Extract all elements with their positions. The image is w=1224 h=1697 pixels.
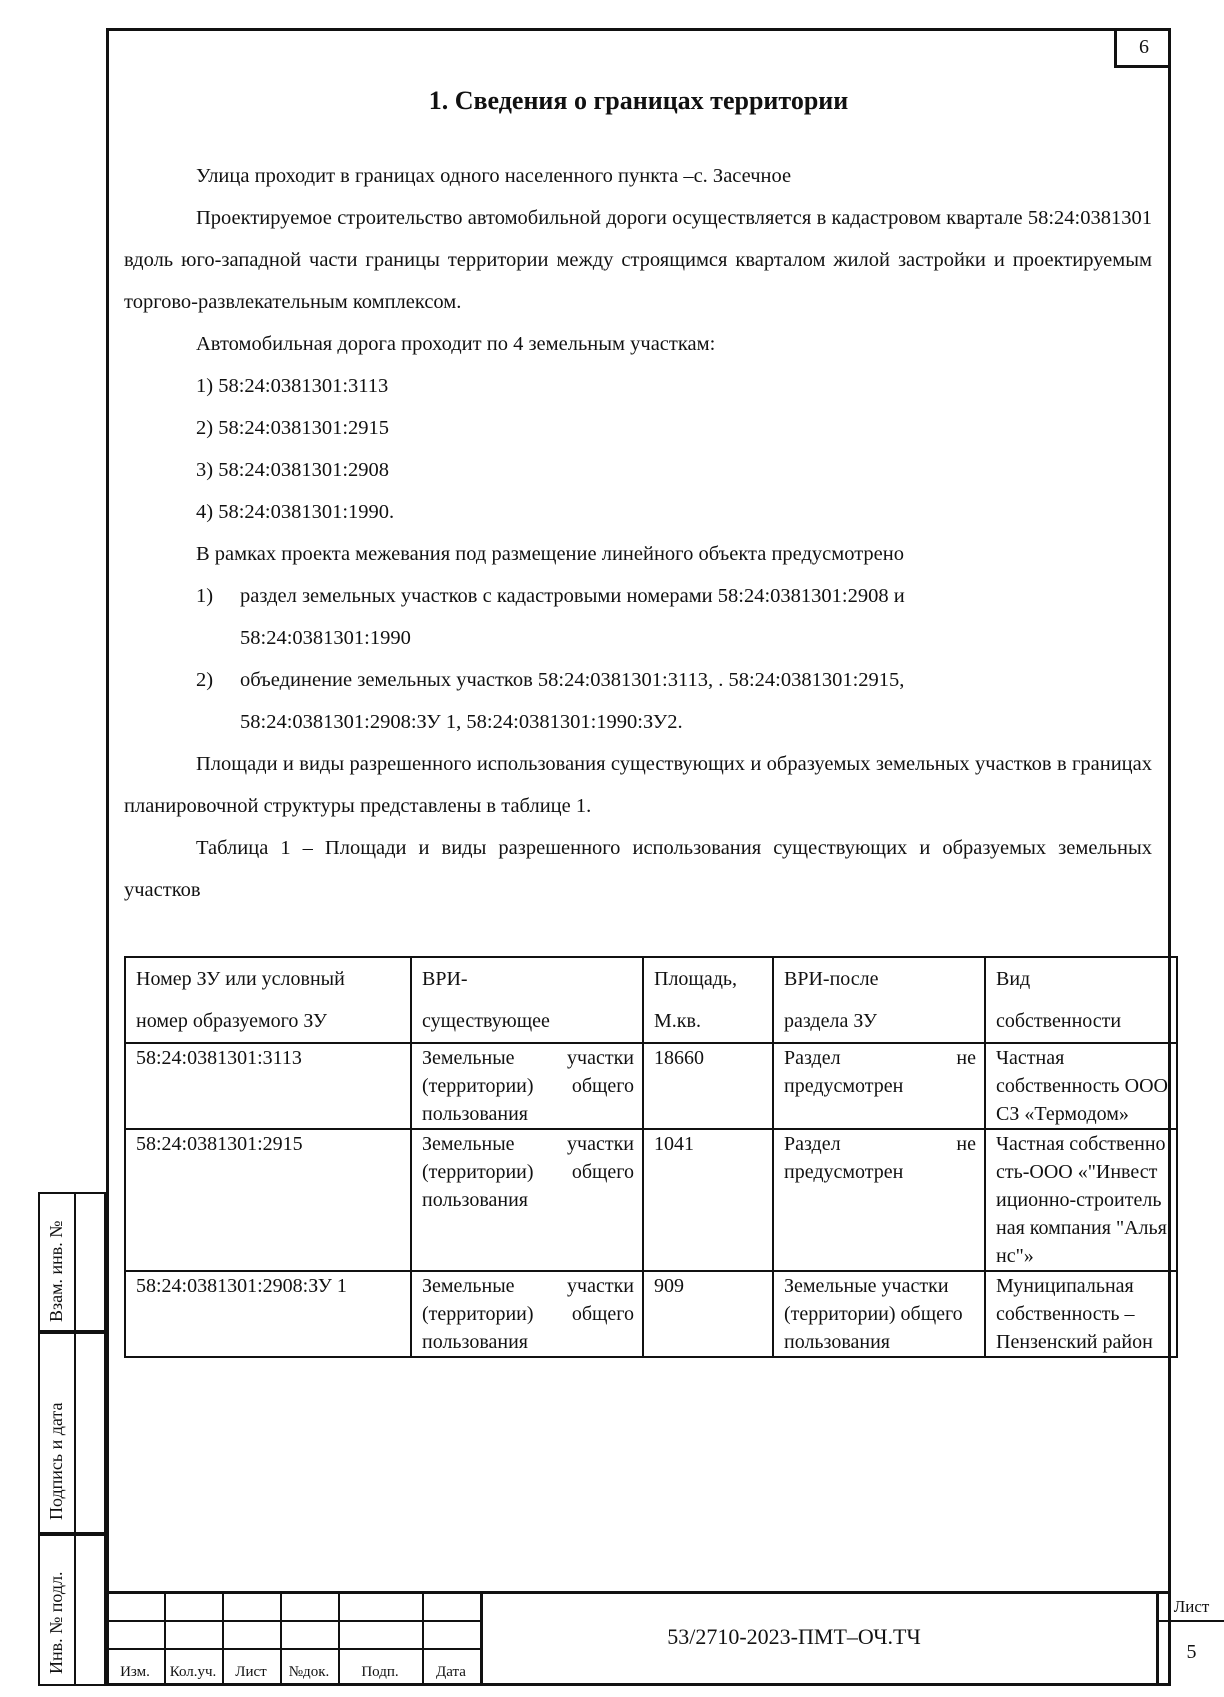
- cell-ownership: Частная собственность-ООО «"Инвестиционно-строительная компания "Альянс"»: [985, 1129, 1177, 1271]
- revision-grid: [106, 1594, 480, 1683]
- margin-divider: [74, 1536, 76, 1684]
- cell-vri-existing: Земельные участки (территории) общего пользования: [411, 1271, 643, 1357]
- paragraph-street: Улица проходит в границах одного населенного пункта –с. Засечное: [196, 165, 792, 187]
- paragraph-construction: Проектируемое строительство автомобильной дороги осуществляется в кадастровом квартале 58:24:0381301 вдоль юго-западной части границы территории между строящимся кварталом жилой застройки и проектируемым торгово-развлекательным комплексом.: [124, 207, 1152, 313]
- cell-area: 18660: [643, 1043, 773, 1129]
- document-code: 53/2710-2023-ПМТ–ОЧ.ТЧ: [480, 1594, 1105, 1683]
- label-data: Дата: [436, 1664, 466, 1680]
- header-cell: ВРИ- существующее: [411, 957, 643, 1043]
- header-cell: ВРИ-после раздела ЗУ: [773, 957, 985, 1043]
- cell-vri-existing: Земельные участки (территории) общего пользования: [411, 1043, 643, 1129]
- cell-vri-after: Земельные участки (территории) общего пользования: [773, 1271, 985, 1357]
- cell-vri-after: Раздел не предусмотрен: [773, 1129, 985, 1271]
- action-list-item: [124, 575, 1152, 659]
- action-text-line: 58:24:0381301:2908:ЗУ 1, 58:24:0381301:1990:ЗУ2.: [240, 711, 683, 733]
- title-block: [106, 1591, 1210, 1686]
- action-number: 1): [196, 585, 214, 607]
- paragraph-table-reference: Площади и виды разрешенного использования существующих и образуемых земельных участков в границах планировочной структуры представлены в таблице 1.: [124, 753, 1152, 817]
- sheet-box: [1156, 1594, 1224, 1683]
- label-podp: Подп.: [361, 1664, 399, 1680]
- margin-box-vzam: [38, 1192, 106, 1332]
- label-ndok: №док.: [288, 1664, 330, 1680]
- sheet-label: Лист: [1159, 1594, 1224, 1622]
- cell-area: 1041: [643, 1129, 773, 1271]
- header-cell: Вид собственности: [985, 957, 1177, 1043]
- cell-ownership: Муниципальная собственность – Пензенский район: [985, 1271, 1177, 1357]
- table-row: [125, 1043, 1177, 1129]
- paragraph-project-scope: В рамках проекта межевания под размещение линейного объекта предусмотрено: [196, 543, 905, 565]
- plot-list-item: 4) 58:24:0381301:1990.: [196, 501, 395, 523]
- table-caption: Таблица 1 – Площади и виды разрешенного использования существующих и образуемых земельных участков: [124, 837, 1152, 901]
- label-izm: Изм.: [120, 1664, 150, 1680]
- cell-vri-existing: Земельные участки (территории) общего пользования: [411, 1129, 643, 1271]
- section-title: 1. Сведения о границах территории: [428, 86, 849, 115]
- action-number: 2): [196, 669, 214, 691]
- action-text-line: 58:24:0381301:1990: [240, 627, 411, 649]
- cell-plot-number: 58:24:0381301:2915: [125, 1129, 411, 1271]
- paragraph-road-plots: Автомобильная дорога проходит по 4 земельным участкам:: [196, 333, 716, 355]
- cell-ownership: Частная собственность ООО СЗ «Термодом»: [985, 1043, 1177, 1129]
- cell-plot-number: 58:24:0381301:3113: [125, 1043, 411, 1129]
- header-cell: Площадь, М.кв.: [643, 957, 773, 1043]
- top-page-number: 6: [1114, 28, 1171, 68]
- cell-plot-number: 58:24:0381301:2908:ЗУ 1: [125, 1271, 411, 1357]
- document-body: [124, 155, 1152, 911]
- plot-list-item: 1) 58:24:0381301:3113: [196, 375, 389, 397]
- plot-list-item: 3) 58:24:0381301:2908: [196, 459, 390, 481]
- margin-box-podpis: [38, 1332, 106, 1534]
- label-kol-uch: Кол.уч.: [169, 1664, 217, 1680]
- table-row: [125, 1129, 1177, 1271]
- margin-label-vzam: Взам. инв. №: [46, 1220, 66, 1322]
- margin-divider: [74, 1334, 76, 1532]
- action-text: [240, 659, 1152, 743]
- action-text-line: объединение земельных участков 58:24:0381301:3113, . 58:24:0381301:2915,: [240, 669, 905, 691]
- table-header-row: [125, 957, 1177, 1043]
- sheet-number: 5: [1186, 1641, 1197, 1663]
- action-text: [240, 575, 1152, 659]
- margin-box-inv: [38, 1534, 106, 1686]
- cell-area: 909: [643, 1271, 773, 1357]
- table-row: [125, 1271, 1177, 1357]
- margin-divider: [74, 1194, 76, 1330]
- land-plots-table: [124, 956, 1178, 1358]
- plot-list-item: 2) 58:24:0381301:2915: [196, 417, 390, 439]
- label-list: Лист: [235, 1664, 267, 1680]
- margin-label-inv: Инв. № подл.: [46, 1571, 66, 1674]
- margin-label-podpis: Подпись и дата: [46, 1402, 66, 1520]
- header-cell: Номер ЗУ или условный номер образуемого ЗУ: [125, 957, 411, 1043]
- action-list-item: [124, 659, 1152, 743]
- action-text-line: раздел земельных участков с кадастровыми номерами 58:24:0381301:2908 и: [240, 585, 905, 607]
- cell-vri-after: Раздел не предусмотрен: [773, 1043, 985, 1129]
